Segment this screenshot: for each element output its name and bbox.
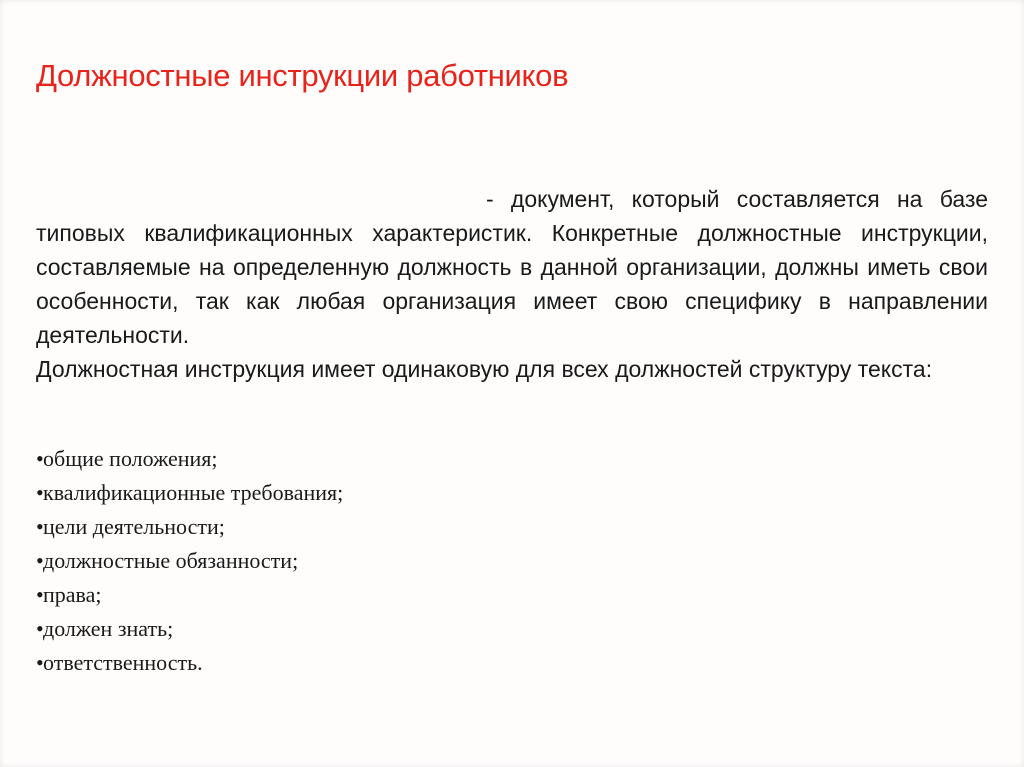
list-item [36, 510, 343, 544]
list-item [36, 476, 343, 510]
bullet-icon: • [36, 582, 44, 607]
list-item-text: квалификационные требования; [43, 480, 344, 505]
bullet-icon: • [36, 514, 44, 539]
bullet-icon: • [36, 548, 44, 573]
list-item-text: должностные обязанности; [43, 548, 299, 573]
list-item [36, 646, 343, 680]
list-item [36, 612, 343, 646]
bullet-icon: • [36, 446, 44, 471]
list-item [36, 442, 343, 476]
bullet-icon: • [36, 650, 44, 675]
list-item [36, 578, 343, 612]
slide-title: Должностные инструкции работников [36, 58, 569, 93]
list-item-text: цели деятельности; [43, 514, 225, 539]
bullet-icon: • [36, 480, 44, 505]
list-item-text: ответственность. [43, 650, 203, 675]
structure-list [36, 442, 343, 680]
list-item-text: общие положения; [43, 446, 218, 471]
structure-paragraph: Должностная инструкция имеет одинаковую для всех должностей структуру текста: [36, 356, 933, 382]
bullet-icon: • [36, 616, 44, 641]
slide-body [36, 182, 988, 386]
list-item-text: права; [43, 582, 102, 607]
list-item-text: должен знать; [43, 616, 174, 641]
list-item [36, 544, 343, 578]
definition-paragraph: - документ, который составляется на базе типовых квалификационных характеристик. Конкретные должностные инструкции, составляемые на определенную должность в данной организации, должны иметь свои особенности, так как любая организация имеет свою специфику в направлении деятельности. [36, 186, 988, 348]
